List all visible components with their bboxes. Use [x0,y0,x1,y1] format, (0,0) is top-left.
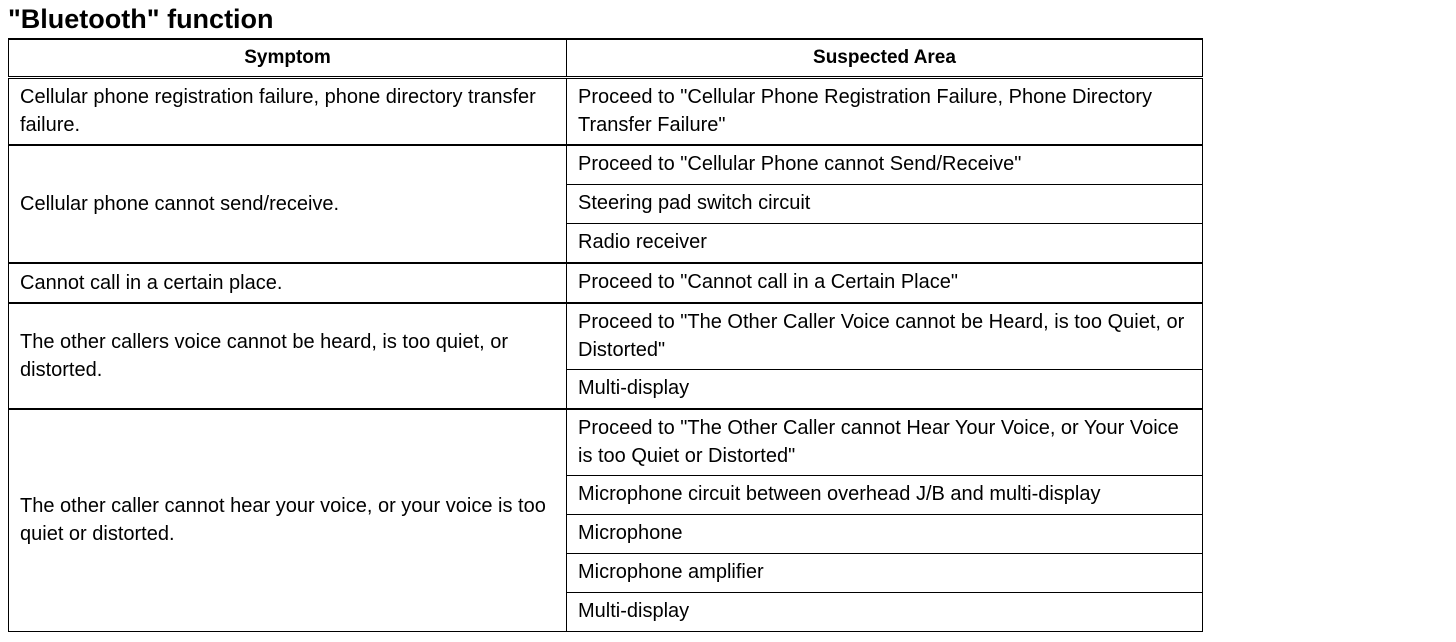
suspected-area-cell: Multi-display [567,593,1203,632]
symptom-cell: The other callers voice cannot be heard, is too quiet, or distorted. [9,303,567,409]
symptom-cell: The other caller cannot hear your voice, or your voice is too quiet or distorted. [9,409,567,632]
symptom-cell: Cannot call in a certain place. [9,263,567,303]
symptom-table [8,38,1203,632]
suspected-area-cell: Proceed to "The Other Caller Voice cannot be Heard, is too Quiet, or Distorted" [567,303,1203,370]
column-header-symptom: Symptom [9,39,567,78]
suspected-area-cell: Steering pad switch circuit [567,185,1203,224]
table-row [9,409,1203,476]
suspected-area-cell: Microphone circuit between overhead J/B and multi-display [567,476,1203,515]
suspected-area-cell: Proceed to "The Other Caller cannot Hear Your Voice, or Your Voice is too Quiet or Distorted" [567,409,1203,476]
suspected-area-cell: Proceed to "Cellular Phone Registration Failure, Phone Directory Transfer Failure" [567,78,1203,146]
table-row [9,303,1203,370]
suspected-area-cell: Proceed to "Cellular Phone cannot Send/Receive" [567,145,1203,185]
column-header-suspected-area: Suspected Area [567,39,1203,78]
suspected-area-cell: Radio receiver [567,224,1203,264]
symptom-cell: Cellular phone cannot send/receive. [9,145,567,263]
suspected-area-cell: Proceed to "Cannot call in a Certain Place" [567,263,1203,303]
table-row [9,145,1203,185]
suspected-area-cell: Microphone [567,515,1203,554]
page-title: "Bluetooth" function [8,4,274,34]
symptom-cell: Cellular phone registration failure, phone directory transfer failure. [9,78,567,146]
table-row [9,263,1203,303]
suspected-area-cell: Multi-display [567,370,1203,410]
table-row [9,78,1203,146]
suspected-area-cell: Microphone amplifier [567,554,1203,593]
table-header-row [9,39,1203,78]
